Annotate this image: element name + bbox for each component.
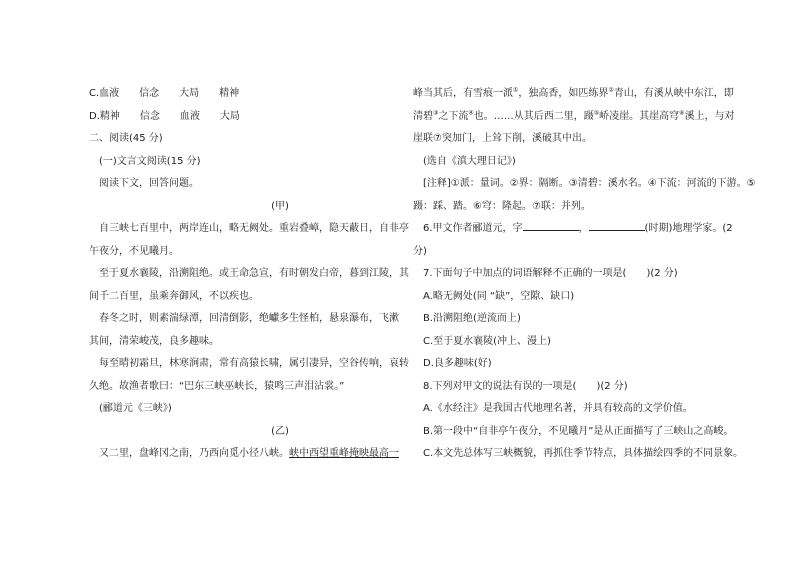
option-b: B.第一段中“自非亭午夜分，不见曦月”是从正面描写了三峡山之高峻。 (423, 425, 734, 437)
annotation-line: 蹑：踩、踏。⑥穹：隆起。⑦联：并列。 (413, 200, 591, 212)
passage-line: 间千二百里，虽乘奔御风，不以疾也。 (89, 290, 259, 302)
passage-source: (选自《滇大理日记》) (423, 155, 516, 167)
passage-line: 午夜分，不见曦月。 (89, 245, 179, 257)
passage-source: (郦道元《三峡》) (99, 403, 172, 414)
answer-blank[interactable] (589, 218, 645, 231)
option-d: D.良多趣味(好) (423, 358, 492, 369)
passage-line: 清碧③之下流④也。……从其后西二里，蹑⑤峤凌崖。其崖高穹⑥溪上，与对 (413, 109, 735, 122)
subsection-heading: (一)文言文阅读(15 分) (99, 155, 201, 167)
passage-line: 至于夏水襄陵，沿溯阻绝。或王命急宣，有时朝发白帝，暮到江陵，其 (99, 268, 409, 279)
option-b: B.沿溯阻绝(逆流而上) (423, 313, 521, 324)
passage-line: 其间，清荣峻茂，良多趣味。 (89, 335, 219, 347)
option-c: C.至于夏水襄陵(冲上、漫上) (423, 335, 551, 347)
answer-blank[interactable] (523, 218, 579, 231)
passage-line: 自三峡七百里中，两岸连山，略无阙处。重岩叠嶂，隐天蔽日，自非亭 (99, 223, 409, 234)
underlined-sentence: 峡中西望重峰掩映最高一 (289, 448, 399, 459)
passage-line: 每至晴初霜旦，林寒涧肃，常有高猿长啸，属引凄异，空谷传响，哀转 (99, 358, 409, 369)
option-c: C.本文先总体写三峡概貌，再抓住季节特点，具体描绘四季的不同景象。 (423, 448, 744, 459)
question-7: 7.下面句子中加点的词语解释不正确的一项是( )(2 分) (423, 268, 678, 279)
annotation-line: [注释]①派：量词。②界：隔断。③清碧：溪水名。④下流：河流的下游。⑤ (423, 178, 756, 189)
option-a: A.略无阙处(同 “缺”，空隙、缺口) (423, 290, 575, 302)
question-6-cont: 分) (413, 245, 427, 257)
question-6: 6.甲文作者郦道元，字 ， (时期)地理学家。(2 (413, 218, 718, 241)
passage-line: 崖联⑦突加门，上耸下削，溪破其中出。 (413, 133, 592, 144)
passage-jia-label: (甲) (271, 200, 289, 212)
option-c: C.血液 信念 大局 精神 (89, 88, 240, 99)
passage-yi-label: (乙) (271, 425, 289, 437)
left-column (89, 83, 409, 466)
passage-line: 峰当其后，有雪痕一派①，独高香，如匹练界②青山，有溪从峡中东江，即 (413, 86, 734, 99)
option-d: D.精神 信念 血液 大局 (89, 110, 240, 122)
passage-line: 久绝。故渔者歌曰：“巴东三峡巫峡长，猿鸣三声泪沾裳。” (89, 380, 345, 392)
passage-line: 又二里，盘峰冈之南，乃西向觅小径八峡。峡中西望重峰掩映最高一 (99, 448, 399, 459)
right-column (413, 83, 756, 466)
section-heading: 二、阅读(45 分) (89, 133, 163, 144)
option-a: A.《水经注》是我国古代地理名著，并具有较高的文学价值。 (423, 403, 693, 414)
passage-line: 春冬之时，则素湍绿潭，回清倒影，绝巘多生怪柏，悬泉瀑布，飞漱 (99, 313, 399, 324)
instruction: 阅读下文，回答问题。 (99, 178, 199, 189)
question-8: 8.下列对甲文的说法有误的一项是( )(2 分) (423, 380, 628, 392)
